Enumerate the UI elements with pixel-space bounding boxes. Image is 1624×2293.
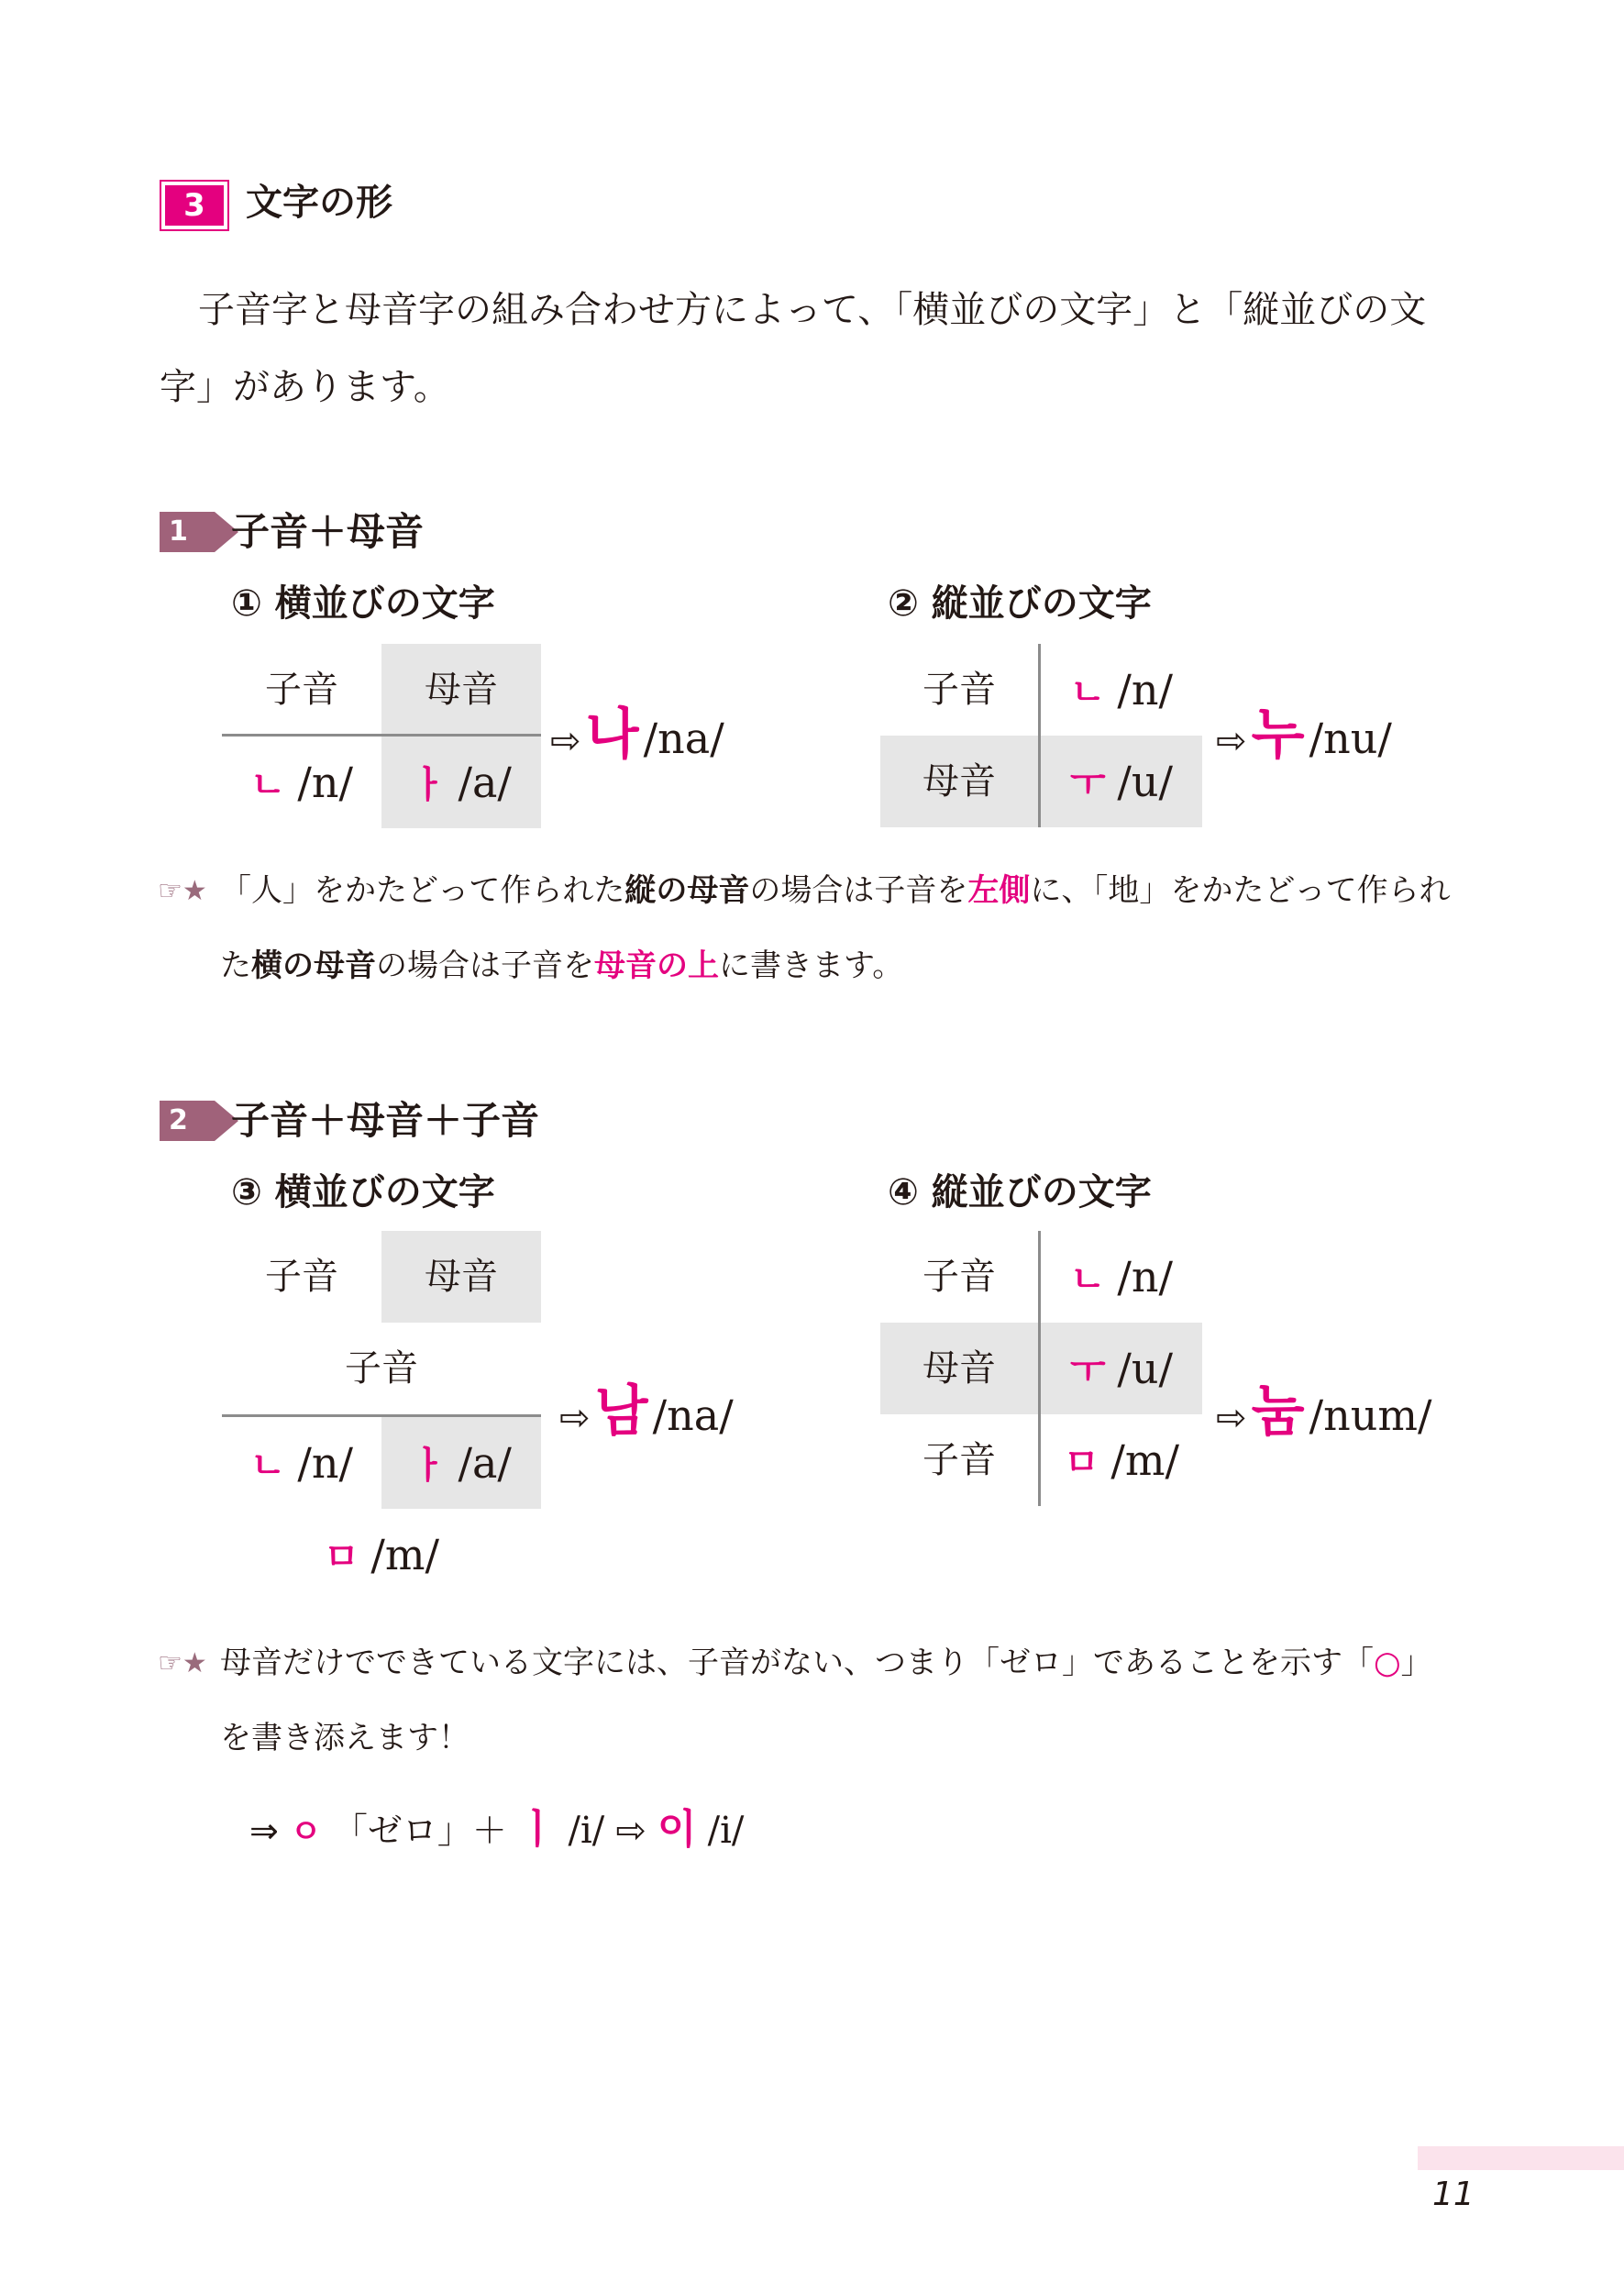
case2-arrow-icon: ⇨ — [1216, 720, 1247, 762]
part1-tag: 1 — [160, 512, 215, 552]
case4-arrow-icon: ⇨ — [1216, 1397, 1247, 1439]
pointing-hand-icon: ☞★ — [158, 875, 207, 907]
part1-note-line-2: た横の母音の場合は子音を母音の上に書きます。 — [220, 947, 904, 984]
part2-title: 子音＋母音＋子音 — [231, 1098, 540, 1143]
case3-title: ③ 横並びの文字 — [231, 1171, 495, 1213]
case2-result — [1216, 704, 1392, 779]
case4-vowel-ipa: /u/ — [1117, 1344, 1173, 1393]
case3-result — [559, 1381, 734, 1456]
case1-result-char: 나 — [585, 703, 639, 767]
case2-consonant-label: 子音 — [922, 669, 996, 711]
case4-final-cell — [1041, 1414, 1202, 1506]
case3-final-ipa: /m/ — [370, 1530, 439, 1579]
part1-note — [220, 853, 1467, 1003]
case4-divider — [1038, 1231, 1041, 1506]
case3-vowel-jamo: ㅏ — [411, 1445, 447, 1487]
case1-vowel-ipa: /a/ — [458, 758, 512, 807]
case2-vowel-ipa: /u/ — [1117, 757, 1173, 806]
case4-final-ipa: /m/ — [1110, 1435, 1179, 1485]
case3-final-label: 子音 — [345, 1347, 418, 1390]
part2-note-line-1: 母音だけでできている文字には、子音がない、つまり「ゼロ」であることを示す「○」 — [220, 1645, 1432, 1681]
case3-arrow-icon: ⇨ — [559, 1397, 591, 1439]
case4-result-char: 눔 — [1251, 1379, 1305, 1444]
case2-vowel-cell — [1041, 736, 1202, 827]
part2-note — [220, 1625, 1486, 1776]
case1-title: ① 横並びの文字 — [231, 582, 495, 625]
section-title: 文字の形 — [246, 182, 392, 224]
case1-consonant-ipa: /n/ — [297, 758, 353, 807]
case3-result-ipa: /na/ — [652, 1390, 734, 1440]
case1-consonant-cell — [222, 737, 381, 828]
section-number-box — [160, 180, 229, 231]
zero-example — [249, 1800, 744, 1863]
intro-line-1: 子音字と母音字の組み合わせ方によって、「横並びの文字」と「縦並びの文 — [198, 289, 1427, 331]
case3-consonant-jamo: ㄴ — [250, 1445, 286, 1487]
case1-vowel-jamo: ㅏ — [411, 764, 447, 806]
case2-consonant-cell — [1041, 644, 1202, 736]
example-vowel-ipa: /i/ — [568, 1810, 605, 1852]
example-arrow-icon: ⇨ — [615, 1810, 646, 1852]
example-result-char: 이 — [657, 1806, 697, 1853]
intro-line-2: 字」があります。 — [160, 366, 450, 408]
pointing-hand-icon: ☞★ — [158, 1647, 207, 1679]
case4-final-label: 子音 — [922, 1439, 996, 1481]
example-result-ipa: /i/ — [707, 1810, 745, 1852]
case4-title: ④ 縦並びの文字 — [888, 1171, 1152, 1213]
case4-consonant-label: 子音 — [922, 1256, 996, 1298]
case1-consonant-label: 子音 — [265, 669, 338, 711]
example-zero-label: 「ゼロ」＋ — [332, 1811, 507, 1851]
example-vowel-jamo: ㅣ — [517, 1806, 558, 1853]
case2-consonant-jamo: ㄴ — [1070, 671, 1106, 714]
case3-vowel-cell — [381, 1417, 541, 1509]
case3-result-char: 남 — [594, 1379, 648, 1444]
case4-vowel-jamo: ㅜ — [1070, 1350, 1106, 1392]
case2-divider — [1038, 644, 1041, 827]
case1-result — [550, 704, 724, 779]
case1-vowel-label: 母音 — [381, 644, 541, 736]
case3-vowel-ipa: /a/ — [458, 1438, 512, 1488]
section-number: 3 — [165, 185, 224, 226]
case4-vowel-label: 母音 — [880, 1323, 1038, 1414]
part1-title: 子音＋母音 — [231, 509, 425, 554]
part2-note-line-2: を書き添えます！ — [220, 1720, 470, 1756]
case4-consonant-jamo: ㄴ — [1070, 1258, 1106, 1301]
case4-final-jamo: ㅁ — [1064, 1442, 1099, 1484]
page-number: 11 — [1432, 2176, 1475, 2213]
case1-consonant-jamo: ㄴ — [250, 764, 286, 806]
case4-vowel-cell — [1041, 1323, 1202, 1414]
case3-consonant-label: 子音 — [265, 1256, 338, 1298]
case2-result-char: 누 — [1251, 703, 1305, 767]
case1-arrow-icon: ⇨ — [550, 720, 581, 762]
example-zero-jamo: ㅇ — [289, 1813, 322, 1851]
part2-tag: 2 — [160, 1101, 215, 1141]
case2-result-ipa: /nu/ — [1309, 714, 1392, 763]
case3-consonant-ipa: /n/ — [297, 1438, 353, 1488]
case3-final-jamo: ㅁ — [324, 1536, 359, 1579]
case4-result — [1216, 1381, 1432, 1456]
case1-vowel-cell — [381, 737, 541, 828]
case3-final-cell — [222, 1509, 541, 1601]
example-lead-arrow-icon: ⇒ — [249, 1811, 279, 1851]
part1-note-line-1: 「人」をかたどって作られた縦の母音の場合は子音を左側に、「地」をかたどって作られ — [220, 872, 1451, 909]
case4-consonant-ipa: /n/ — [1117, 1252, 1173, 1302]
case3-vowel-label: 母音 — [381, 1231, 541, 1323]
case1-result-ipa: /na/ — [643, 714, 724, 763]
case3-consonant-cell — [222, 1417, 381, 1509]
case4-result-ipa: /num/ — [1309, 1390, 1432, 1440]
case2-consonant-ipa: /n/ — [1117, 665, 1173, 714]
case2-vowel-label: 母音 — [880, 736, 1038, 827]
case4-consonant-cell — [1041, 1231, 1202, 1323]
case2-title: ② 縦並びの文字 — [888, 582, 1152, 625]
case2-vowel-jamo: ㅜ — [1070, 763, 1106, 805]
page-band — [1418, 2146, 1624, 2170]
